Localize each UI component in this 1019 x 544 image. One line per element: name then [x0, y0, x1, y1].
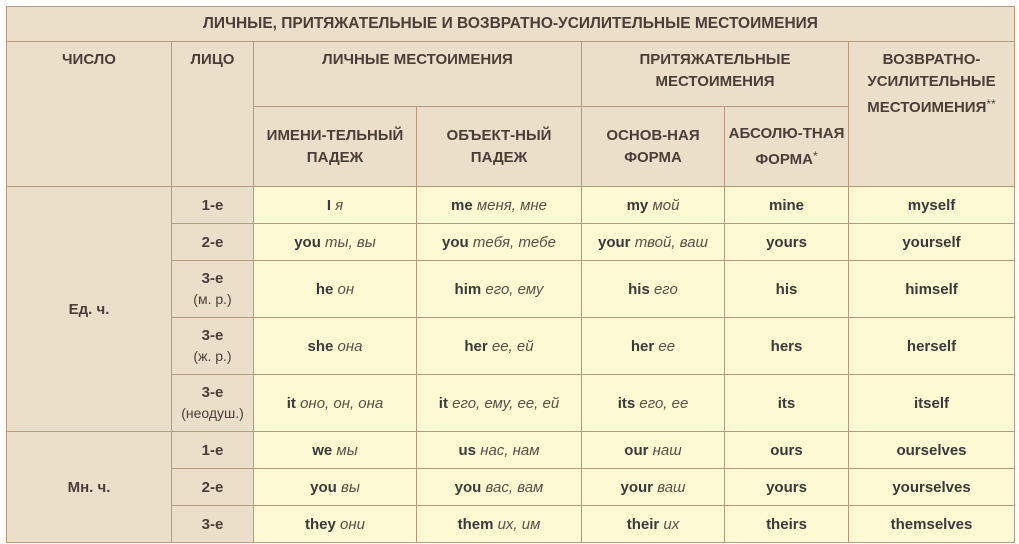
objective-translation: его, ему: [485, 280, 544, 298]
nominative-cell: [254, 375, 417, 432]
person-label: 1-е: [201, 441, 224, 459]
possessive-translation: ваш: [657, 478, 686, 496]
possessive-english: its: [617, 394, 636, 412]
possessive-english: her: [630, 337, 655, 355]
header-reflexive-footnote-mark: **: [986, 97, 996, 111]
person-label: 3-е: [201, 384, 224, 401]
reflexive-cell: ourselves: [849, 432, 1015, 469]
person-cell: [172, 261, 254, 318]
header-absolute-form: [725, 107, 849, 187]
person-cell: [172, 318, 254, 375]
possessive-english: my: [626, 196, 649, 214]
absolute-cell: mine: [725, 187, 849, 224]
objective-cell: [417, 187, 582, 224]
header-nominative: ИМЕНИ-ТЕЛЬНЫЙ ПАДЕЖ: [254, 107, 417, 187]
objective-english: me: [451, 196, 473, 214]
objective-cell: [417, 506, 582, 543]
nominative-translation: ты, вы: [325, 233, 376, 251]
nominative-english: I: [326, 196, 331, 214]
objective-cell: [417, 224, 582, 261]
possessive-cell: [582, 469, 725, 506]
header-reflexive-label: ВОЗВРАТНО-УСИЛИТЕЛЬНЫЕ МЕСТОИМЕНИЯ: [867, 51, 996, 116]
header-absolute-footnote-mark: *: [812, 148, 818, 163]
nominative-translation: они: [340, 515, 365, 533]
person-label: 2-е: [201, 478, 224, 496]
objective-cell: [417, 375, 582, 432]
person-label: 3-е: [201, 270, 224, 287]
nominative-cell: [254, 318, 417, 375]
person-cell: [172, 187, 254, 224]
reflexive-cell: himself: [849, 261, 1015, 318]
table-body: [7, 187, 1015, 543]
person-note: (м. р.): [193, 291, 232, 307]
reflexive-cell: myself: [849, 187, 1015, 224]
group-plural: Мн. ч.: [7, 432, 172, 543]
header-basic-form: ОСНОВ-НАЯ ФОРМА: [582, 107, 725, 187]
person-label: 1-е: [201, 196, 224, 214]
possessive-english: your: [598, 233, 631, 251]
person-cell: [172, 375, 254, 432]
nominative-translation: оно, он, она: [300, 394, 384, 412]
nominative-cell: [254, 224, 417, 261]
possessive-cell: [582, 224, 725, 261]
nominative-english: they: [305, 515, 336, 533]
nominative-translation: она: [337, 337, 363, 355]
possessive-english: your: [620, 478, 654, 496]
absolute-cell: his: [725, 261, 849, 318]
possessive-translation: твой, ваш: [634, 233, 708, 251]
header-absolute-label: АБСОЛЮ-ТНАЯ ФОРМА: [728, 124, 845, 168]
possessive-translation: их: [663, 515, 680, 533]
person-cell: [172, 469, 254, 506]
nominative-cell: [254, 187, 417, 224]
nominative-english: she: [307, 337, 334, 355]
nominative-english: we: [312, 441, 333, 459]
table-row: [7, 432, 1015, 469]
absolute-cell: hers: [725, 318, 849, 375]
header-possessive: ПРИТЯЖАТЕЛЬНЫЕ МЕСТОИМЕНИЯ: [582, 42, 849, 107]
objective-english: you: [454, 478, 482, 496]
absolute-cell: ours: [725, 432, 849, 469]
nominative-english: he: [315, 280, 334, 298]
possessive-translation: его, ее: [639, 394, 689, 412]
nominative-cell: [254, 432, 417, 469]
possessive-cell: [582, 375, 725, 432]
objective-cell: [417, 469, 582, 506]
nominative-cell: [254, 506, 417, 543]
absolute-cell: its: [725, 375, 849, 432]
objective-english: them: [457, 515, 494, 533]
objective-translation: нас, нам: [480, 441, 540, 459]
header-number: ЧИСЛО: [7, 42, 172, 187]
reflexive-cell: itself: [849, 375, 1015, 432]
possessive-english: our: [624, 441, 649, 459]
objective-english: him: [454, 280, 482, 298]
objective-cell: [417, 261, 582, 318]
objective-translation: тебя, тебе: [472, 233, 556, 251]
objective-translation: его, ему, ее, ей: [452, 394, 560, 412]
possessive-cell: [582, 506, 725, 543]
nominative-cell: [254, 261, 417, 318]
group-singular: Ед. ч.: [7, 187, 172, 432]
pronoun-table: [6, 6, 1015, 543]
objective-cell: [417, 432, 582, 469]
objective-translation: меня, мне: [476, 196, 547, 214]
objective-english: her: [464, 337, 488, 355]
table-title: ЛИЧНЫЕ, ПРИТЯЖАТЕЛЬНЫЕ И ВОЗВРАТНО-УСИЛИТЕЛЬНЫЕ МЕСТОИМЕНИЯ: [7, 7, 1015, 42]
possessive-english: their: [626, 515, 660, 533]
nominative-translation: он: [337, 280, 355, 298]
nominative-english: you: [294, 233, 321, 251]
possessive-translation: ее: [658, 337, 676, 355]
nominative-translation: я: [335, 196, 344, 214]
nominative-english: it: [286, 394, 296, 412]
absolute-cell: yours: [725, 469, 849, 506]
possessive-cell: [582, 261, 725, 318]
objective-english: it: [438, 394, 448, 412]
absolute-cell: theirs: [725, 506, 849, 543]
header-person: ЛИЦО: [172, 42, 254, 187]
objective-translation: ее, ей: [491, 337, 534, 355]
possessive-cell: [582, 187, 725, 224]
objective-translation: вас, вам: [485, 478, 544, 496]
absolute-cell: yours: [725, 224, 849, 261]
reflexive-cell: themselves: [849, 506, 1015, 543]
nominative-translation: вы: [340, 478, 360, 496]
possessive-cell: [582, 318, 725, 375]
objective-cell: [417, 318, 582, 375]
nominative-cell: [254, 469, 417, 506]
header-objective: ОБЪЕКТ-НЫЙ ПАДЕЖ: [417, 107, 582, 187]
nominative-translation: мы: [336, 441, 358, 459]
reflexive-cell: yourselves: [849, 469, 1015, 506]
header-personal: ЛИЧНЫЕ МЕСТОИМЕНИЯ: [254, 42, 582, 107]
reflexive-cell: yourself: [849, 224, 1015, 261]
possessive-translation: мой: [652, 196, 680, 214]
possessive-translation: наш: [652, 441, 682, 459]
person-note: (неодуш.): [181, 405, 244, 421]
person-cell: [172, 432, 254, 469]
person-label: 3-е: [201, 515, 224, 533]
objective-english: us: [458, 441, 477, 459]
objective-english: you: [442, 233, 469, 251]
possessive-cell: [582, 432, 725, 469]
objective-translation: их, им: [497, 515, 541, 533]
header-reflexive: [849, 42, 1015, 187]
person-label: 2-е: [201, 233, 224, 251]
person-cell: [172, 506, 254, 543]
person-note: (ж. р.): [193, 348, 232, 364]
reflexive-cell: herself: [849, 318, 1015, 375]
table-row: [7, 187, 1015, 224]
nominative-english: you: [310, 478, 337, 496]
possessive-translation: его: [653, 280, 678, 298]
person-cell: [172, 224, 254, 261]
person-label: 3-е: [201, 327, 224, 344]
possessive-english: his: [628, 280, 650, 298]
